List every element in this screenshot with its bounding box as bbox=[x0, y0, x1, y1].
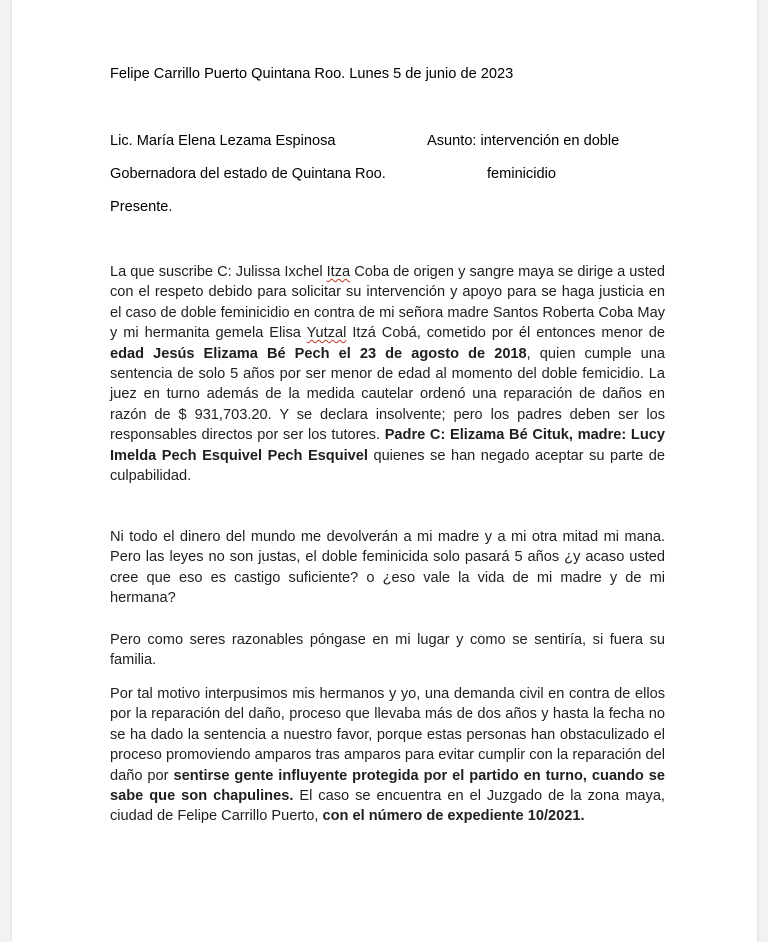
recipient-name: Lic. María Elena Lezama Espinosa bbox=[110, 133, 336, 149]
p1-marked-word: Itza bbox=[326, 264, 351, 280]
subject-line-2: feminicidio bbox=[487, 166, 556, 182]
recipient-title: Gobernadora del estado de Quintana Roo. bbox=[110, 166, 386, 182]
paragraph-3: Pero como seres razonables póngase en mi lugar y como se sentiría, si fuera su familia. bbox=[110, 632, 665, 669]
p1-bold-text: edad Jesús Elizama Bé Pech el 23 de agosto de 2018 bbox=[110, 345, 527, 362]
paragraph-2: Ni todo el dinero del mundo me devolverán a mi madre y a mi otra mitad mi mana. Pero las leyes no son justas, el doble feminicida solo pasará 5 años ¿y acaso usted cree que eso es castigo suficiente? o ¿eso vale la vida de mi madre y de mi hermana? bbox=[110, 529, 665, 607]
p4-text: Por tal motivo interpusimos mis hermanos y yo, una demanda civil en contra de ellos por la reparación del daño, proceso que llevaba más de dos años y hasta la fecha no se ha dado la sentencia a nuestro favor, porque estas personas han obstaculizado el proceso promoviendo amparos tras amparos para evitar cumplir con la reparación del daño por bbox=[110, 686, 665, 784]
paragraph-4 bbox=[110, 684, 665, 827]
paragraph-1 bbox=[110, 262, 665, 486]
p1-text: La que suscribe C: Julissa Ixchel bbox=[110, 264, 327, 280]
p4-bold-text: con el número de expediente 10/2021. bbox=[322, 808, 585, 825]
p1-text: quienes se han negado aceptar su parte de culpabilidad. bbox=[110, 447, 665, 485]
p4-text: El caso se encuentra en el Juzgado de la zona maya, ciudad de Felipe Carrillo Puerto, bbox=[110, 788, 665, 825]
p1-text: Itzá Cobá, cometido por él entonces menor de bbox=[346, 325, 665, 342]
p1-text: Coba de origen y sangre maya se dirige a usted con el respeto debido para solicitar su intervención y apoyo para se haga justicia en el caso de doble feminicidio en contra de mi señora madre Santos Roberta Coba May y mi hermanita gemela Elisa bbox=[110, 264, 665, 342]
p1-bold-text: Padre C: Elizama Bé Cituk, madre: Lucy Imelda Pech Esquivel Pech Esquivel bbox=[110, 427, 665, 464]
subject-line-1: Asunto: intervención en doble bbox=[427, 133, 620, 149]
p4-bold-text: sentirse gente influyente protegida por el partido en turno, cuando se sabe que son chapulines. bbox=[110, 767, 665, 805]
p1-text: , quien cumple una sentencia de solo 5 años por ser menor de edad al momento del doble femicidio. La juez en turno además de la medida cautelar ordenó una reparación de daños en razón de $ 931,703.20. Y se declara insolvente; pero los padres deben ser los responsables directos por ser los tutores. bbox=[110, 345, 665, 444]
dateline: Felipe Carrillo Puerto Quintana Roo. Lunes 5 de junio de 2023 bbox=[110, 66, 514, 82]
p1-marked-word: Yutzal bbox=[306, 325, 347, 342]
salutation: Presente. bbox=[110, 199, 173, 215]
